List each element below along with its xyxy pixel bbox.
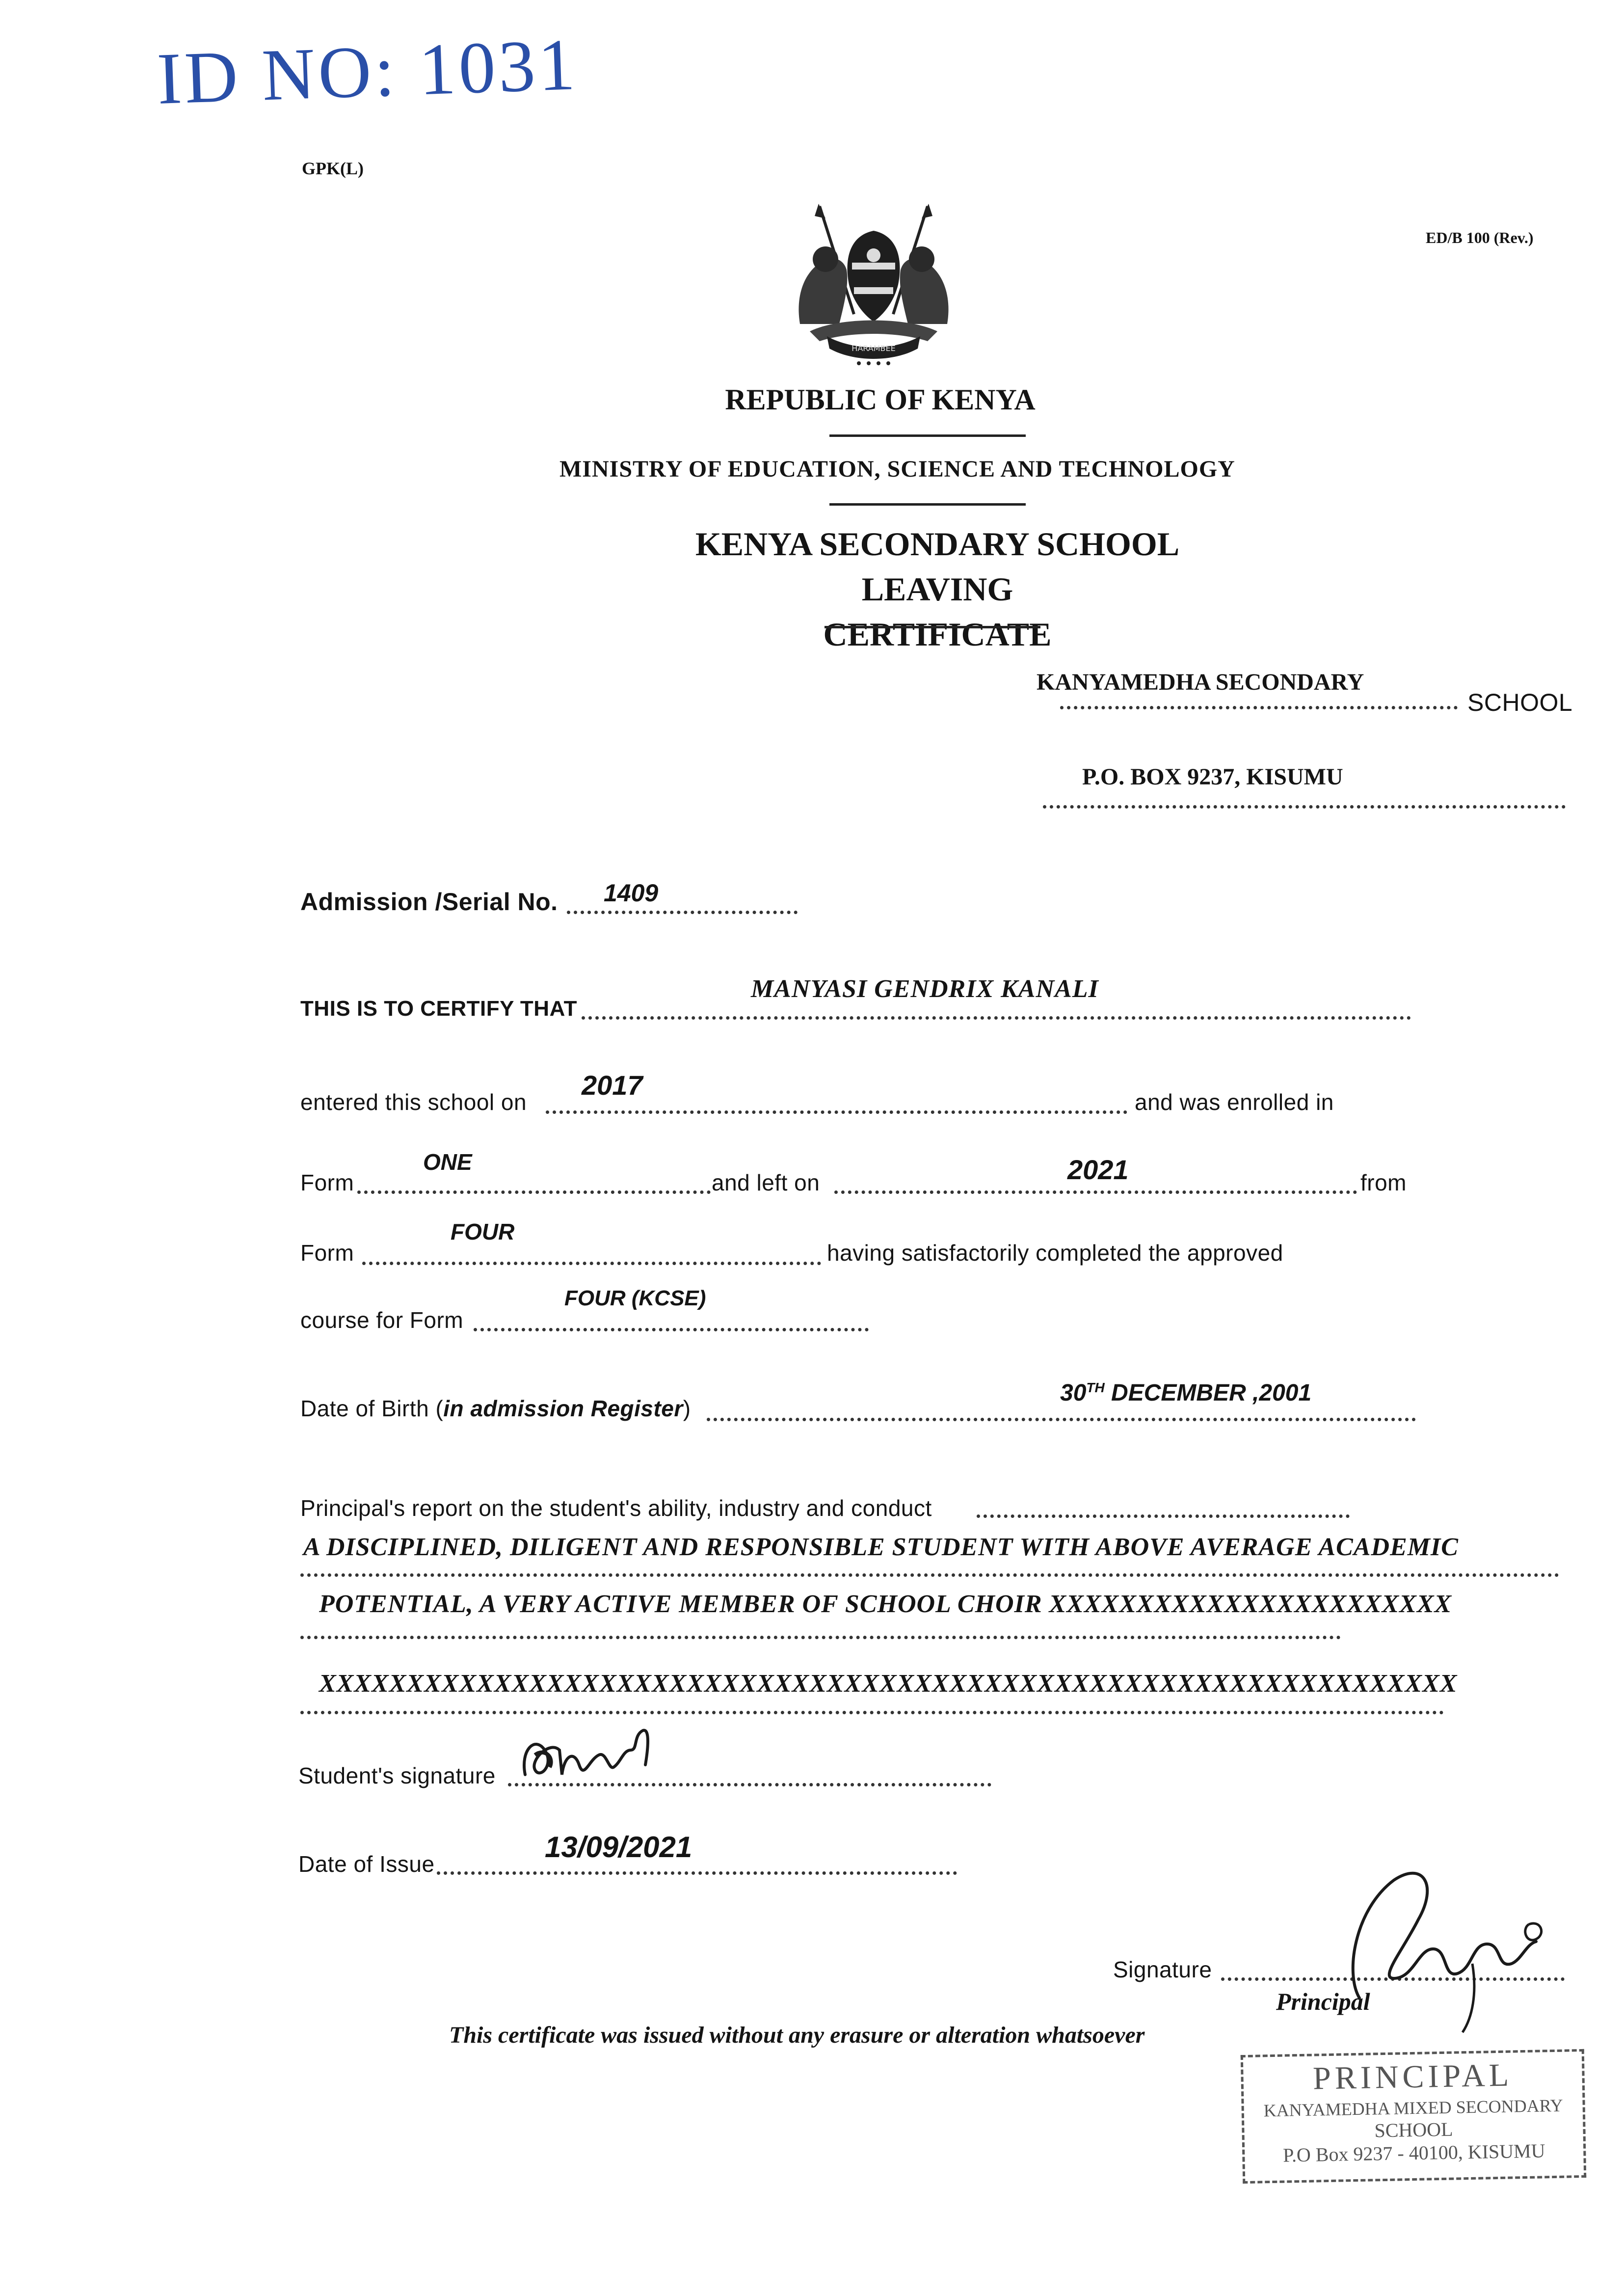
admission-dots bbox=[567, 911, 798, 914]
certificate-title-line1: KENYA SECONDARY SCHOOL LEAVING bbox=[695, 525, 1180, 608]
school-suffix: SCHOOL bbox=[1467, 689, 1573, 716]
dob-label-pre: Date of Birth ( bbox=[300, 1396, 444, 1421]
student-signature-label: Student's signature bbox=[298, 1763, 496, 1788]
entered-value: 2017 bbox=[582, 1070, 643, 1101]
title-underline bbox=[825, 626, 1040, 628]
certificate-note: This certificate was issued without any erasure or alteration whatsoever bbox=[449, 2022, 1145, 2048]
form-left-dots bbox=[362, 1262, 821, 1265]
dob-day: 30 bbox=[1060, 1380, 1087, 1406]
certificate-title-line2: CERTIFICATE bbox=[823, 616, 1052, 653]
form-left-value: FOUR bbox=[451, 1219, 515, 1244]
motto-text: HARAMBEE bbox=[851, 344, 896, 353]
entered-label: entered this school on bbox=[300, 1089, 527, 1115]
report-line-1: A DISCIPLINED, DILIGENT AND RESPONSIBLE STUDENT WITH ABOVE AVERAGE ACADEMIC bbox=[303, 1533, 1459, 1561]
student-name: MANYASI GENDRIX KANALI bbox=[751, 975, 1099, 1003]
report-line-2: POTENTIAL, A VERY ACTIVE MEMBER OF SCHOOL CHOIR XXXXXXXXXXXXXXXXXXXXXXX bbox=[319, 1590, 1452, 1618]
report-line-2-dots bbox=[300, 1636, 1341, 1639]
ministry-underline bbox=[829, 503, 1026, 506]
dob-suffix: TH bbox=[1086, 1380, 1105, 1395]
left-on-value: 2021 bbox=[1067, 1154, 1129, 1185]
student-signature-scribble bbox=[515, 1721, 663, 1794]
handwritten-id-note: ID NO: 1031 bbox=[156, 24, 580, 120]
principal-signature-scribble bbox=[1325, 1851, 1561, 2037]
issue-label: Date of Issue bbox=[298, 1851, 435, 1877]
report-line-3: XXXXXXXXXXXXXXXXXXXXXXXXXXXXXXXXXXXXXXXXXXXXXXXXXXXXXXXXXXXXXXXXX bbox=[319, 1670, 1458, 1698]
school-name-dots bbox=[1060, 706, 1458, 709]
issue-value: 13/09/2021 bbox=[545, 1831, 692, 1864]
school-address-dots bbox=[1043, 805, 1566, 809]
completed-label: having satisfactorily completed the approved bbox=[827, 1240, 1283, 1266]
dob-label bbox=[300, 1395, 691, 1422]
form-code-right: ED/B 100 (Rev.) bbox=[1426, 229, 1534, 246]
principal-stamp bbox=[1241, 2049, 1586, 2184]
course-value: FOUR (KCSE) bbox=[564, 1286, 706, 1310]
report-line-1-dots bbox=[300, 1573, 1559, 1577]
stamp-school: KANYAMEDHA MIXED SECONDARY bbox=[1263, 2095, 1564, 2121]
certify-dots bbox=[582, 1016, 1411, 1020]
dob-value bbox=[1060, 1379, 1311, 1406]
report-line-3-dots bbox=[300, 1711, 1444, 1714]
admission-value: 1409 bbox=[604, 879, 659, 907]
issue-dots bbox=[437, 1871, 957, 1875]
republic-underline bbox=[829, 434, 1026, 437]
dob-rest: DECEMBER ,2001 bbox=[1104, 1380, 1312, 1406]
form-entered-label: Form bbox=[300, 1170, 354, 1195]
course-label: course for Form bbox=[300, 1307, 464, 1333]
dob-label-italic: in admission Register bbox=[443, 1396, 683, 1421]
admission-label: Admission /Serial No. bbox=[300, 888, 558, 916]
form-code-left: GPK(L) bbox=[302, 159, 364, 178]
republic-heading: REPUBLIC OF KENYA bbox=[725, 383, 1036, 416]
school-address: P.O. BOX 9237, KISUMU bbox=[1082, 764, 1343, 790]
dob-label-post: ) bbox=[683, 1396, 691, 1421]
left-on-dots bbox=[834, 1190, 1357, 1194]
signature-label: Signature bbox=[1113, 1957, 1212, 1982]
enrolled-label: and was enrolled in bbox=[1135, 1089, 1334, 1115]
form-entered-dots bbox=[357, 1190, 711, 1194]
certificate-title bbox=[628, 521, 1247, 657]
stamp-address: P.O Box 9237 - 40100, KISUMU bbox=[1282, 2139, 1545, 2166]
school-name: KANYAMEDHA SECONDARY bbox=[1037, 669, 1364, 695]
from-label: from bbox=[1360, 1170, 1407, 1195]
stamp-title: PRINCIPAL bbox=[1312, 2057, 1513, 2097]
report-label: Principal's report on the student's ability, industry and conduct bbox=[300, 1495, 932, 1521]
principal-label: Principal bbox=[1276, 1988, 1370, 2015]
left-on-label: and left on bbox=[712, 1170, 820, 1195]
course-dots bbox=[474, 1328, 869, 1331]
coat-of-arms-icon bbox=[780, 201, 967, 368]
form-entered-value: ONE bbox=[423, 1149, 472, 1175]
ministry-heading: MINISTRY OF EDUCATION, SCIENCE AND TECHNOLOGY bbox=[559, 456, 1235, 482]
report-label-dots bbox=[977, 1514, 1350, 1518]
form-left-label: Form bbox=[300, 1240, 354, 1266]
certify-label: THIS IS TO CERTIFY THAT bbox=[300, 997, 577, 1021]
dob-dots bbox=[707, 1418, 1416, 1421]
entered-dots bbox=[546, 1110, 1127, 1114]
stamp-school-word: SCHOOL bbox=[1374, 2118, 1453, 2142]
